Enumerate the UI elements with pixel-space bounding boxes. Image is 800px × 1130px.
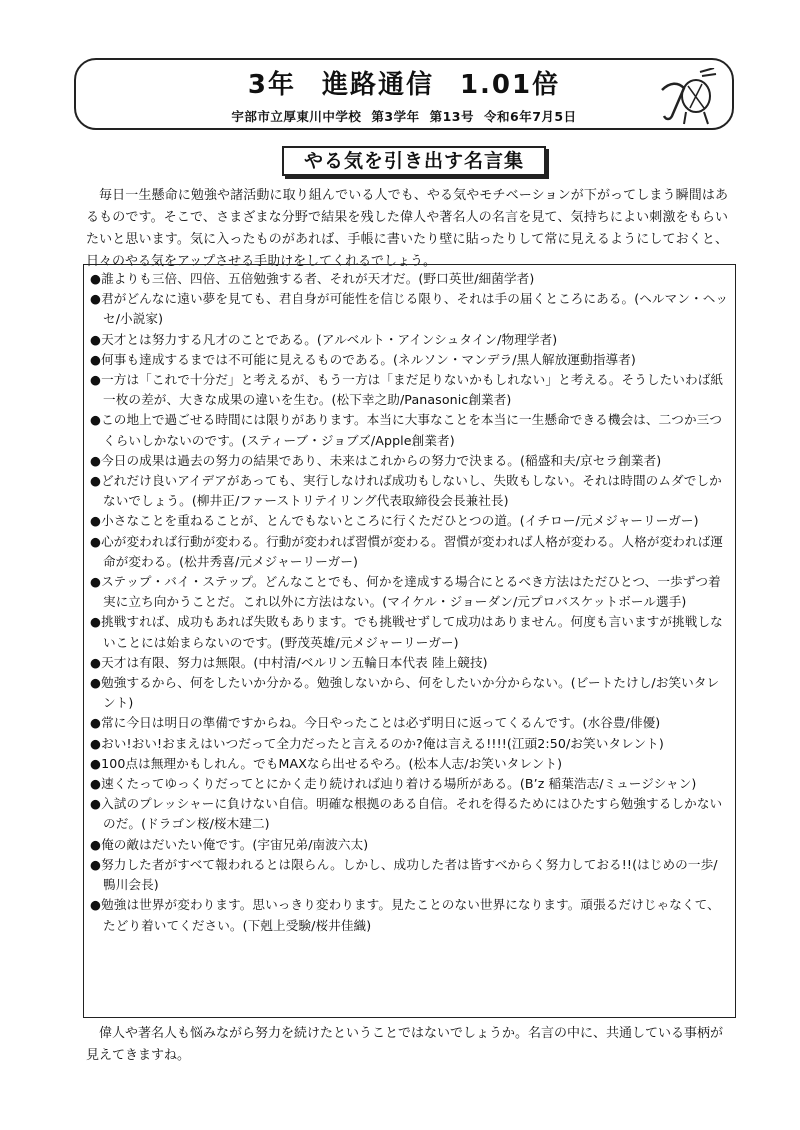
list-item: ●どれだけ良いアイデアがあっても、実行しなければ成功もしないし、失敗もしない。それは時間のムダでしかないでしょう。(柳井正/ファーストリテイリング代表取締役会長兼社長) xyxy=(90,473,722,509)
list-item: ●この地上で過ごせる時間には限りがあります。本当に大事なことを本当に一生懸命できる機会は、二つか三つくらいしかないのです。(スティーブ・ジョブズ/Apple創業者) xyxy=(90,412,723,448)
list-item: ●天才は有限、努力は無限。(中村清/ベルリン五輪日本代表 陸上競技) xyxy=(90,654,488,670)
closing-paragraph: 偉人や著名人も悩みながら努力を続けたということではないでしょうか。名言の中に、共通している事柄が見えてきますね。 xyxy=(86,1026,724,1063)
list-item: ●一方は「これで十分だ」と考えるが、もう一方は「まだ足りないかもしれない」と考える。そうしたいわば紙一枚の差が、大きな成果の違いを生む。(松下幸之助/Panasonic創業者) xyxy=(90,372,724,408)
list-item: ●勉強は世界が変わります。思いっきり変わります。見たことのない世界になります。頑張るだけじゃなくて、たどり着いてください。(下剋上受験/桜井佳織) xyxy=(90,897,720,933)
newsletter-title xyxy=(76,64,732,101)
list-item: ●勉強するから、何をしたいか分かる。勉強しないから、何をしたいか分からない。(ビートたけし/お笑いタレント) xyxy=(90,675,720,711)
list-item: ●何事も達成するまでは不可能に見えるものである。(ネルソン・マンデラ/黒人解放運動指導者) xyxy=(90,351,636,367)
list-item: ●ステップ・バイ・ステップ。どんなことでも、何かを達成する場合にとるべき方法はただひとつ、一歩ずつ着実に立ち向かうことだ。これ以外に方法はない。(マイケル・ジョーダン/元プロバスケットボール選手) xyxy=(90,574,721,610)
list-item: ●おい!おい!おまえはいつだって全力だったと言えるのか?俺は言える!!!!(江頭2:50/お笑いタレント) xyxy=(90,735,664,751)
section-banner: やる気を引き出す名言集 xyxy=(282,146,546,176)
list-item: ●常に今日は明日の準備ですからね。今日やったことは必ず明日に返ってくるんです。(水谷豊/俳優) xyxy=(90,715,661,731)
list-item: ●小さなことを重ねることが、とんでもないところに行くただひとつの道。(イチロー/元メジャーリーガー) xyxy=(90,513,699,529)
grade-label: 第3学年 xyxy=(371,109,420,124)
title-grade: 3年 xyxy=(247,70,296,100)
intro-paragraph: 毎日一生懸命に勉強や諸活動に取り組んでいる人でも、やる気やモチベーションが下がってしまう瞬間はあるものです。そこで、さまざまな分野で結果を残した偉人や著名人の名言を見て、気持ちによい刺激をもらいたいと思います。気に入ったものがあれば、手帳に書いたり壁に貼ったりして常に見えるようにしておくと、日々のやる気をアップさせる手助けをしてくれるでしょう。 xyxy=(86,188,728,269)
issue-number: 第13号 xyxy=(429,109,475,124)
issue-info xyxy=(76,107,732,125)
list-item: ●天才とは努力する凡才のことである。(アルベルト・アインシュタイン/物理学者) xyxy=(90,331,558,347)
school-name: 宇部市立厚東川中学校 xyxy=(231,109,362,124)
title-name: 進路通信 xyxy=(321,70,434,100)
list-item: ●心が変われば行動が変わる。行動が変われば習慣が変わる。習慣が変われば人格が変わる。人格が変われば運命が変わる。(松井秀喜/元メジャーリーガー) xyxy=(90,533,724,569)
issue-date: 令和6年7月5日 xyxy=(484,109,577,124)
list-item: ●誰よりも三倍、四倍、五倍勉強する者、それが天才だ。(野口英世/細菌学者) xyxy=(90,271,535,286)
quote-list xyxy=(83,264,736,1018)
list-item: ●100点は無理かもしれん。でもMAXなら出せるやろ。(松本人志/お笑いタレント) xyxy=(90,755,563,771)
title-tagline: 1.01倍 xyxy=(459,70,561,100)
list-item: ●俺の敵はだいたい俺です。(宇宙兄弟/南波六太) xyxy=(90,836,369,852)
list-item: ●今日の成果は過去の努力の結果であり、未来はこれからの努力で決まる。(稲盛和夫/京セラ創業者) xyxy=(90,452,662,468)
drum-logo-icon xyxy=(656,68,718,126)
list-item: ●君がどんなに遠い夢を見ても、君自身が可能性を信じる限り、それは手の届くところにある。(ヘルマン・ヘッセ/小説家) xyxy=(90,291,729,327)
list-item: ●挑戦すれば、成功もあれば失敗もあります。でも挑戦せずして成功はありません。何度も言いますが挑戦しないことには始まらないのです。(野茂英雄/元メジャーリーガー) xyxy=(90,614,723,650)
list-item: ●努力した者がすべて報われるとは限らん。しかし、成功した者は皆すべからく努力しておる!!(はじめの一歩/鴨川会長) xyxy=(90,856,718,893)
list-item: ●速くたってゆっくりだってとにかく走り続ければ辿り着ける場所がある。(B’z 稲葉浩志/ミュージシャン) xyxy=(90,776,697,792)
list-item: ●入試のプレッシャーに負けない自信。明確な根拠のある自信。それを得るためにはひたすら勉強するしかないのだ。(ドラゴン桜/桜木建二) xyxy=(90,796,723,832)
newsletter-header xyxy=(74,58,734,130)
